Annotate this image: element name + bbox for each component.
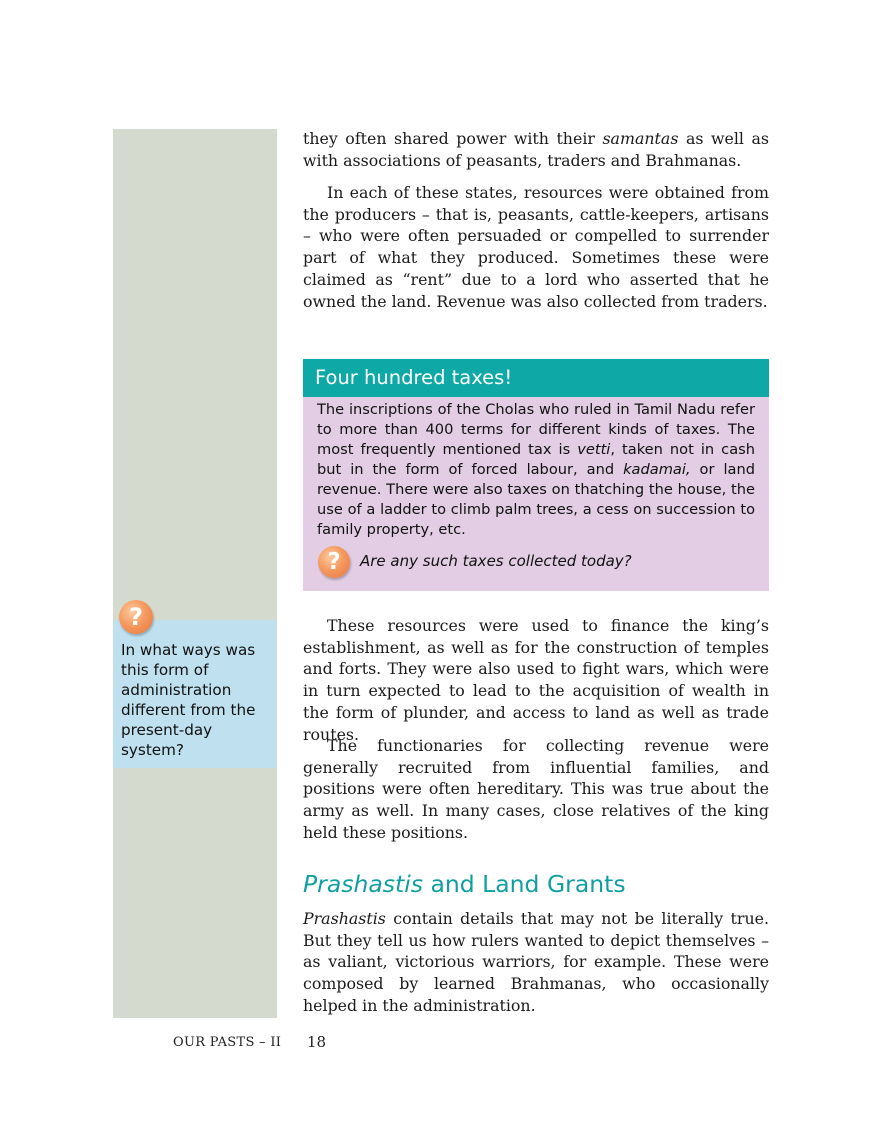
samantas-term: samantas (602, 129, 679, 148)
paragraph-3: These resources were used to finance the king’s establishment, as well as for the construction of temples and forts. They were also used to fight wars, which were in turn expected to lead to the acquisition of wealth in the form of plunder, and access to land as well as trade routes. (303, 616, 769, 744)
taxes-box-question: Are any such taxes collected today? (360, 552, 632, 570)
taxes-box-text: The inscriptions of the Cholas who ruled in Tamil Nadu refer to more than 400 terms for different kinds of taxes. The most frequently mentioned tax is vetti, taken not in cash but in the form of forced labour, and kadamai, or land revenue. There were also taxes on thatching the house, the use of a ladder to climb palm trees, a cess on succession to family property, etc. (317, 401, 756, 538)
taxes-box-title: Four hundred taxes! (303, 359, 769, 397)
paragraph-5: Prashastis contain details that may not be literally true. But they tell us how rulers wanted to depict themselves – as valiant, victorious warriors, for example. These were composed by learned Brahmanas, who occasionally helped in the administration. (303, 909, 769, 1015)
paragraph-2: In each of these states, resources were obtained from the producers – that is, peasants, cattle-keepers, artisans – who were often persuaded or compelled to surrender part of what they produced. Sometimes these were claimed as “rent” due to a lord who asserted that he owned the land. Revenue was also collected from traders. (303, 183, 769, 311)
section-heading: Prashastis and Land Grants (303, 870, 626, 898)
paragraph-1: they often shared power with their samantas as well as with associations of peasants, traders and Brahmanas. (303, 129, 769, 170)
question-mark-icon: ? (318, 546, 350, 578)
vetti-term: vetti (577, 441, 611, 458)
sidebar-question-text: In what ways was this form of administration different from the present-day system? (121, 641, 256, 759)
sidebar-column (113, 129, 277, 1018)
question-mark-icon: ? (119, 600, 153, 634)
kadamai-term: kadamai, (623, 461, 691, 478)
page-number: 18 (307, 1033, 327, 1051)
paragraph-4: The functionaries for collecting revenue were generally recruited from influential families, and positions were often hereditary. This was true about the army as well. In many cases, close relatives of the king held these positions. (303, 736, 769, 842)
prashastis-term: Prashastis (303, 909, 386, 928)
footer-book-title: OUR PASTS – II (173, 1035, 282, 1050)
